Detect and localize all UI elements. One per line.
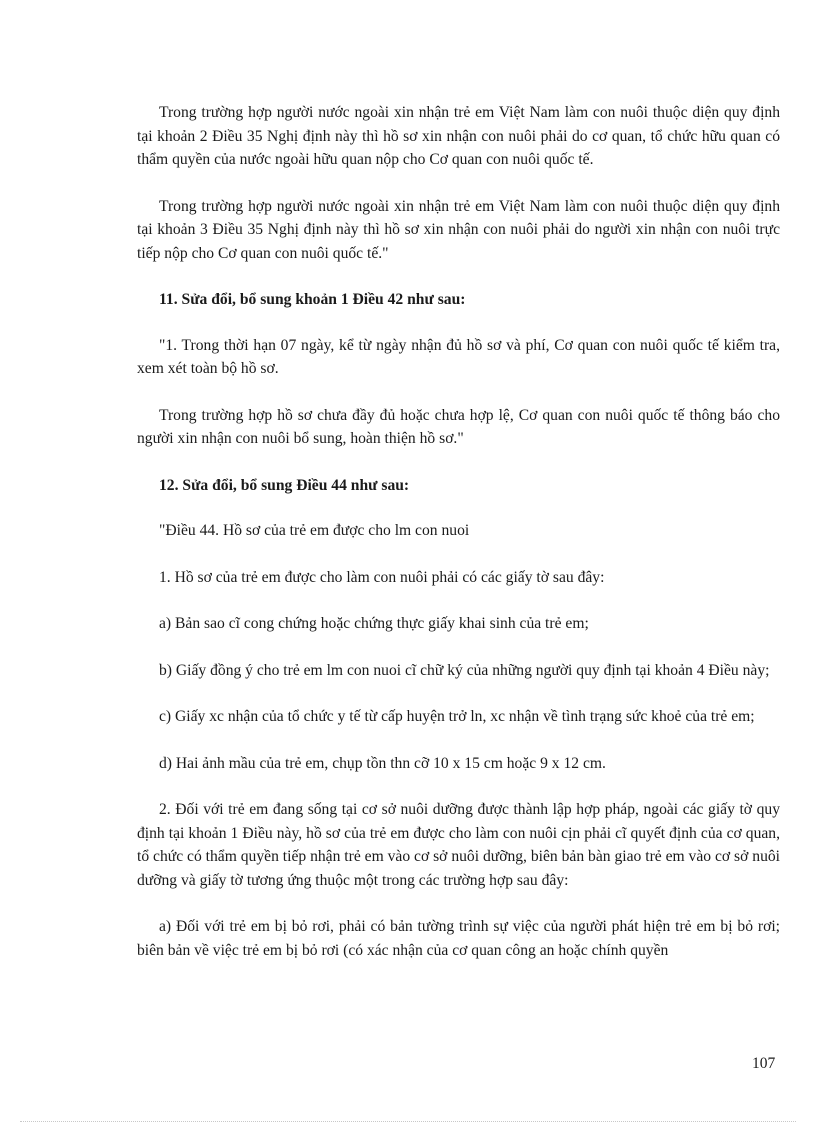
list-item: a) Bản sao cĩ cong chứng hoặc chứng thực giấy khai sinh của trẻ em; xyxy=(159,615,589,632)
paragraph: 1. Hồ sơ của trẻ em được cho làm con nuôi phải có các giấy tờ sau đây: xyxy=(159,568,605,586)
paragraph: Trong trường hợp người nước ngoài xin nhận trẻ em Việt Nam làm con nuôi thuộc diện quy định tại khoản 2 Điều 35 Nghị định này thì hồ sơ xin nhận con nuôi phải do cơ quan, tổ chức hữu quan có thẩm quyền của nước ngoài hữu quan nộp cho Cơ quan con nuôi quốc tế. xyxy=(137,104,780,168)
paragraph: Trong trường hợp người nước ngoài xin nhận trẻ em Việt Nam làm con nuôi thuộc diện quy định tại khoản 3 Điều 35 Nghị định này thì hồ sơ xin nhận con nuôi phải do người xin nhận con nuôi trực tiếp nộp cho Cơ quan con nuôi quốc tế." xyxy=(137,197,780,262)
list-item: d) Hai ảnh mầu của trẻ em, chụp tồn thn cỡ 10 x 15 cm hoặc 9 x 12 cm. xyxy=(159,754,606,772)
paragraph: Trong trường hợp hồ sơ chưa đầy đủ hoặc chưa hợp lệ, Cơ quan con nuôi quốc tế thông báo cho người xin nhận con nuôi bổ sung, hoàn thiện hồ sơ." xyxy=(137,406,780,447)
page-number: 107 xyxy=(752,1055,776,1072)
article-title: "Điều 44. Hồ sơ của trẻ em được cho lm con nuoi xyxy=(159,522,470,539)
paragraph: "1. Trong thời hạn 07 ngày, kể từ ngày nhận đủ hồ sơ và phí, Cơ quan con nuôi quốc tế kiểm tra, xem xét toàn bộ hồ sơ. xyxy=(137,336,780,377)
page-footer-divider xyxy=(20,1121,796,1122)
document-body xyxy=(137,101,780,985)
section-heading: 11. Sửa đổi, bổ sung khoản 1 Điều 42 như sau: xyxy=(159,291,466,308)
list-item: a) Đối với trẻ em bị bỏ rơi, phải có bản tường trình sự việc của người phát hiện trẻ em bị bỏ rơi; biên bản về việc trẻ em bị bỏ rơi (có xác nhận của cơ quan công an hoặc chính quyền xyxy=(137,918,780,959)
list-item: c) Giấy xc nhận của tổ chức y tế từ cấp huyện trở ln, xc nhận về tình trạng sức khoẻ của trẻ em; xyxy=(159,708,755,725)
section-heading: 12. Sửa đổi, bổ sung Điều 44 như sau: xyxy=(159,476,410,494)
list-item: b) Giấy đồng ý cho trẻ em lm con nuoi cĩ chữ ký của những người quy định tại khoản 4 Điều này; xyxy=(159,661,770,679)
paragraph: 2. Đối với trẻ em đang sống tại cơ sở nuôi dưỡng được thành lập hợp pháp, ngoài các giấy tờ quy định tại khoản 1 Điều này, hồ sơ của trẻ em được cho làm con nuôi cịn phải cĩ quyết định của cơ quan, tổ chức có thẩm quyền tiếp nhận trẻ em vào cơ sở nuôi dưỡng, biên bản bàn giao trẻ em vào cơ sở nuôi dưỡng và giấy tờ tương ứng thuộc một trong các trường hợp sau đây: xyxy=(137,801,780,889)
